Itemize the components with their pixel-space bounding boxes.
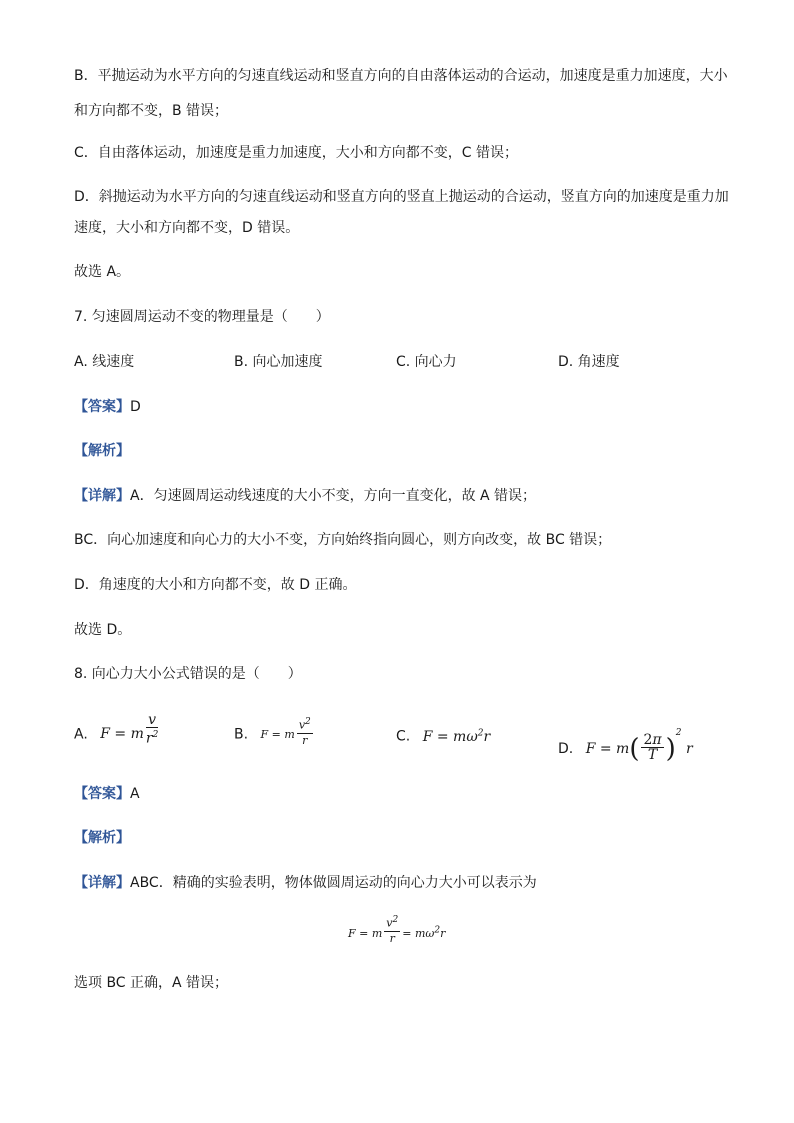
q8-analysis-heading	[74, 828, 130, 848]
detail-tag: 【详解】	[74, 875, 130, 891]
formula-d: F = m( $\frac{2\pi}{T}$ )$^2$ r	[585, 728, 693, 764]
q8-option-d-label: D.	[558, 741, 574, 757]
q8-option-d	[558, 723, 693, 762]
answer-value: D	[130, 399, 141, 415]
q6-conclusion: 故选 A。	[74, 264, 131, 280]
q8-option-b	[234, 717, 315, 748]
formula-c: $F = m\omega^2r$	[422, 728, 491, 745]
q8-stem: 8. 向心力大小公式错误的是（ ）	[74, 666, 302, 682]
q6-option-c-explanation: C．自由落体运动，加速度是重力加速度，大小和方向都不变，C 错误；	[74, 145, 518, 161]
q8-detail-1	[74, 873, 537, 893]
q6-option-b-explanation-2: 和方向都不变，B 错误；	[74, 103, 229, 119]
answer-value: A	[130, 786, 140, 802]
answer-tag: 【答案】	[74, 399, 130, 415]
formula-a: F = m $\frac{v}{r^2}$	[100, 712, 159, 747]
formula-b: F = m $\frac{v^2}{r}$	[260, 717, 311, 747]
answer-tag: 【答案】	[74, 786, 130, 802]
q8-option-c-label: C.	[396, 728, 411, 745]
q7-option-b: B. 向心加速度	[234, 354, 323, 370]
centripetal-force-equation: F = m $\frac{v^2}{r}$ = $m\omega^2r$	[348, 915, 446, 945]
q7-option-a: A. 线速度	[74, 354, 135, 370]
analysis-tag: 【解析】	[74, 830, 130, 846]
q7-answer	[74, 397, 141, 417]
detail-tag: 【详解】	[74, 488, 130, 504]
q7-detail-1	[74, 486, 536, 506]
q7-conclusion: 故选 D。	[74, 622, 132, 638]
q8-option-a	[74, 712, 160, 747]
q7-detail-2: BC．向心加速度和向心力的大小不变，方向始终指向圆心，则方向改变，故 BC 错误；	[74, 532, 612, 548]
q8-detail-end: 选项 BC 正确，A 错误；	[74, 975, 229, 991]
q7-detail-3: D．角速度的大小和方向都不变，故 D 正确。	[74, 577, 357, 593]
analysis-tag: 【解析】	[74, 443, 130, 459]
detail-text: ABC．精确的实验表明，物体做圆周运动的向心力大小可以表示为	[130, 875, 537, 891]
q8-answer	[74, 784, 140, 804]
q6-option-b-explanation-1: B．平抛运动为水平方向的匀速直线运动和竖直方向的自由落体运动的合运动，加速度是重力加速度，大小	[74, 68, 728, 84]
q8-option-a-label: A.	[74, 726, 88, 743]
detail-text: A．匀速圆周运动线速度的大小不变，方向一直变化，故 A 错误；	[130, 488, 537, 504]
q6-option-d-explanation-2: 速度，大小和方向都不变，D 错误。	[74, 220, 300, 236]
q8-option-b-label: B.	[234, 726, 249, 743]
q6-option-d-explanation-1: D．斜抛运动为水平方向的匀速直线运动和竖直方向的竖直上抛运动的合运动，竖直方向的加速度是重力加	[74, 189, 729, 205]
q7-option-c: C. 向心力	[396, 354, 457, 370]
q7-analysis-heading	[74, 441, 130, 461]
q7-option-d: D. 角速度	[558, 354, 620, 370]
q8-option-c	[396, 723, 490, 747]
q7-stem: 7. 匀速圆周运动不变的物理量是（ ）	[74, 309, 330, 325]
